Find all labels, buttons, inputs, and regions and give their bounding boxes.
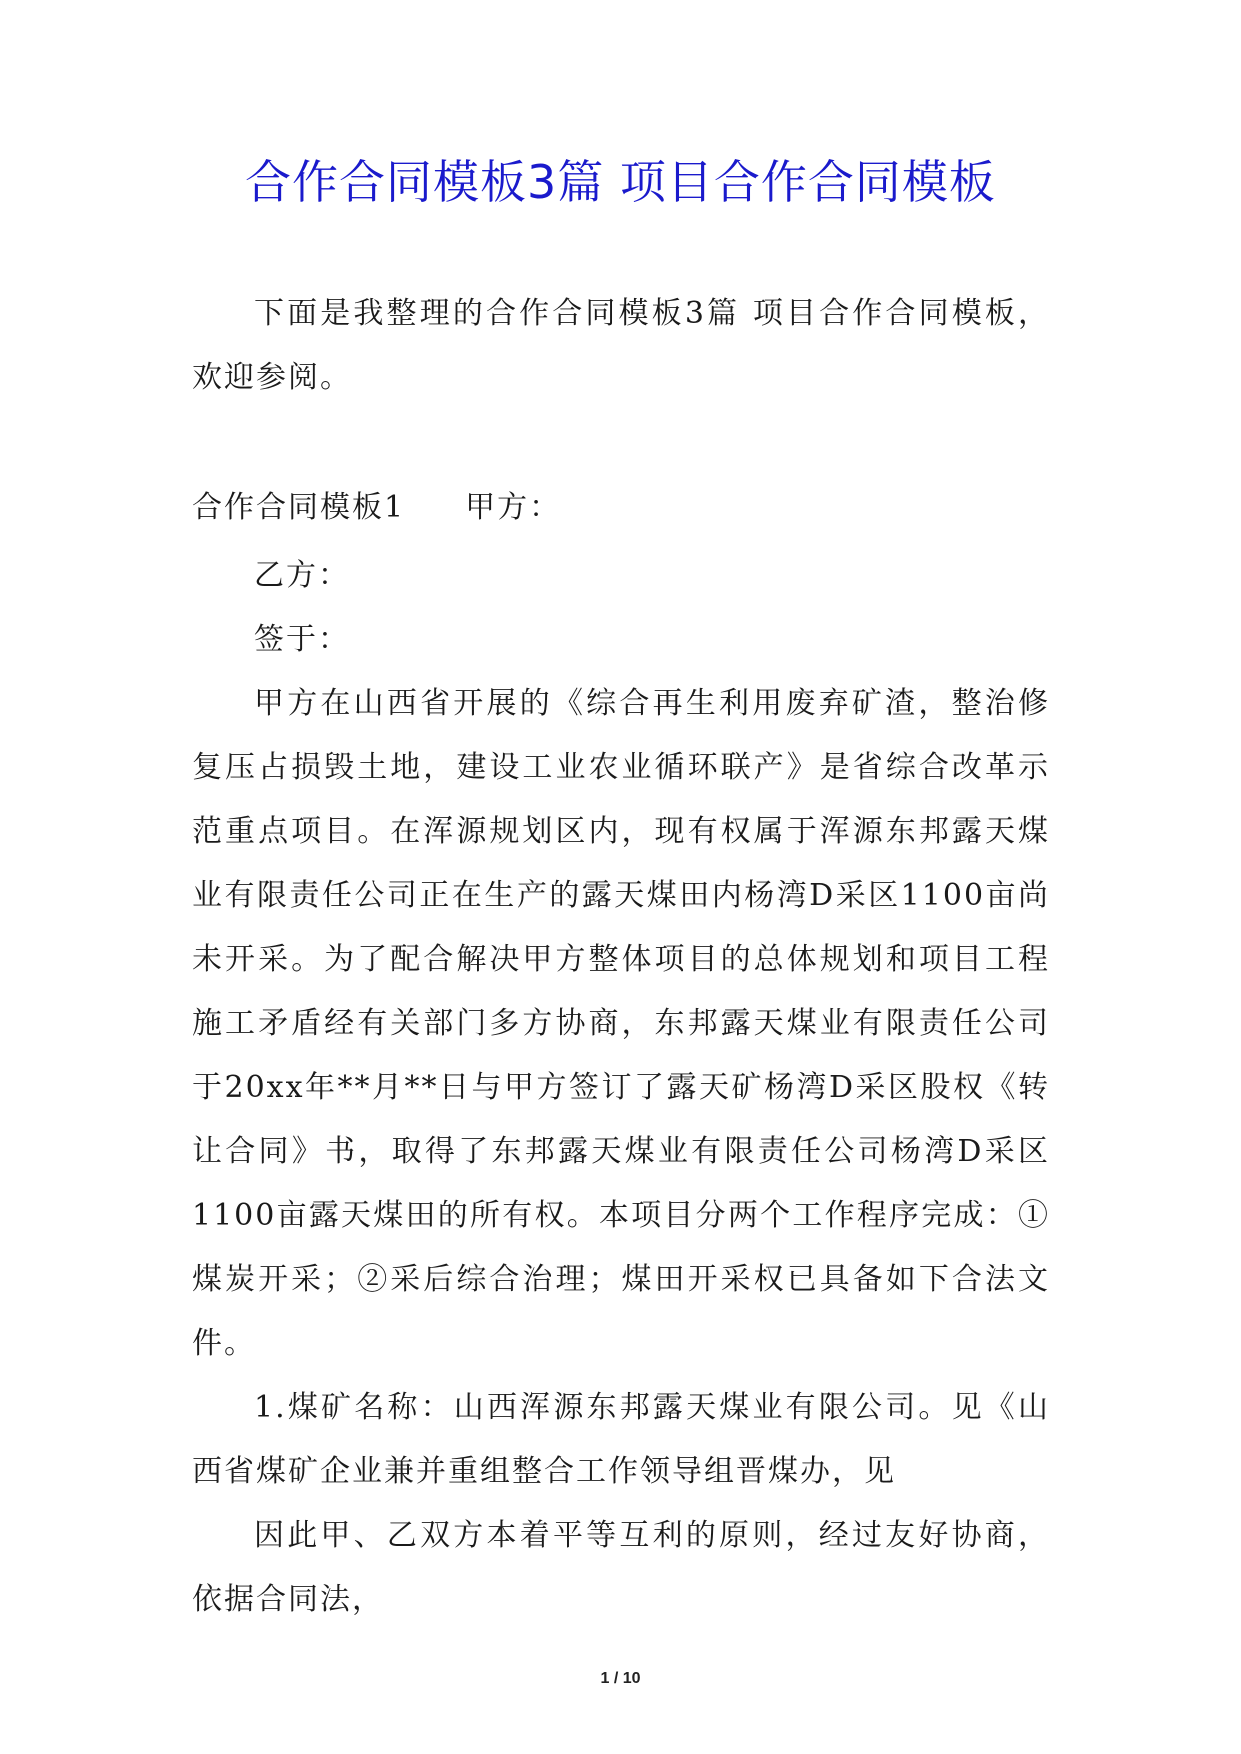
party-a-label: 甲方： [465,490,562,525]
document-title: 合作合同模板3篇 项目合作合同模板 [245,155,996,209]
section-heading: 合作合同模板1 [192,490,406,525]
body-paragraph-2: 1.煤矿名称：山西浑源东邦露天煤业有限公司。见《山西省煤矿企业兼并重组整合工作领导组晋煤办，见 [192,1390,1050,1489]
body-paragraph-3: 因此甲、乙双方本着平等互利的原则，经过友好协商，依据合同法， [192,1518,1050,1617]
contract-body [192,544,1050,1632]
section-heading-line [192,486,561,530]
intro-section [192,282,1050,410]
signed-at-label: 签于： [254,622,350,657]
page-number: 1 / 10 [600,1670,641,1687]
intro-paragraph: 下面是我整理的合作合同模板3篇 项目合作合同模板，欢迎参阅。 [192,296,1050,395]
party-b-label: 乙方： [254,558,350,593]
body-paragraph-1: 甲方在山西省开展的《综合再生利用废弃矿渣，整治修复压占损毁土地，建设工业农业循环联产》是省综合改革示范重点项目。在浑源规划区内，现有权属于浑源东邦露天煤业有限责任公司正在生产的露天煤田内杨湾D采区1100亩尚未开采。为了配合解决甲方整体项目的总体规划和项目工程施工矛盾经有关部门多方协商，东邦露天煤业有限责任公司于20xx年**月**日与甲方签订了露天矿杨湾D采区股权《转让合同》书，取得了东邦露天煤业有限责任公司杨湾D采区1100亩露天煤田的所有权。本项目分两个工作程序完成：①煤炭开采；②采后综合治理；煤田开采权已具备如下合法文件。 [192,686,1050,1361]
